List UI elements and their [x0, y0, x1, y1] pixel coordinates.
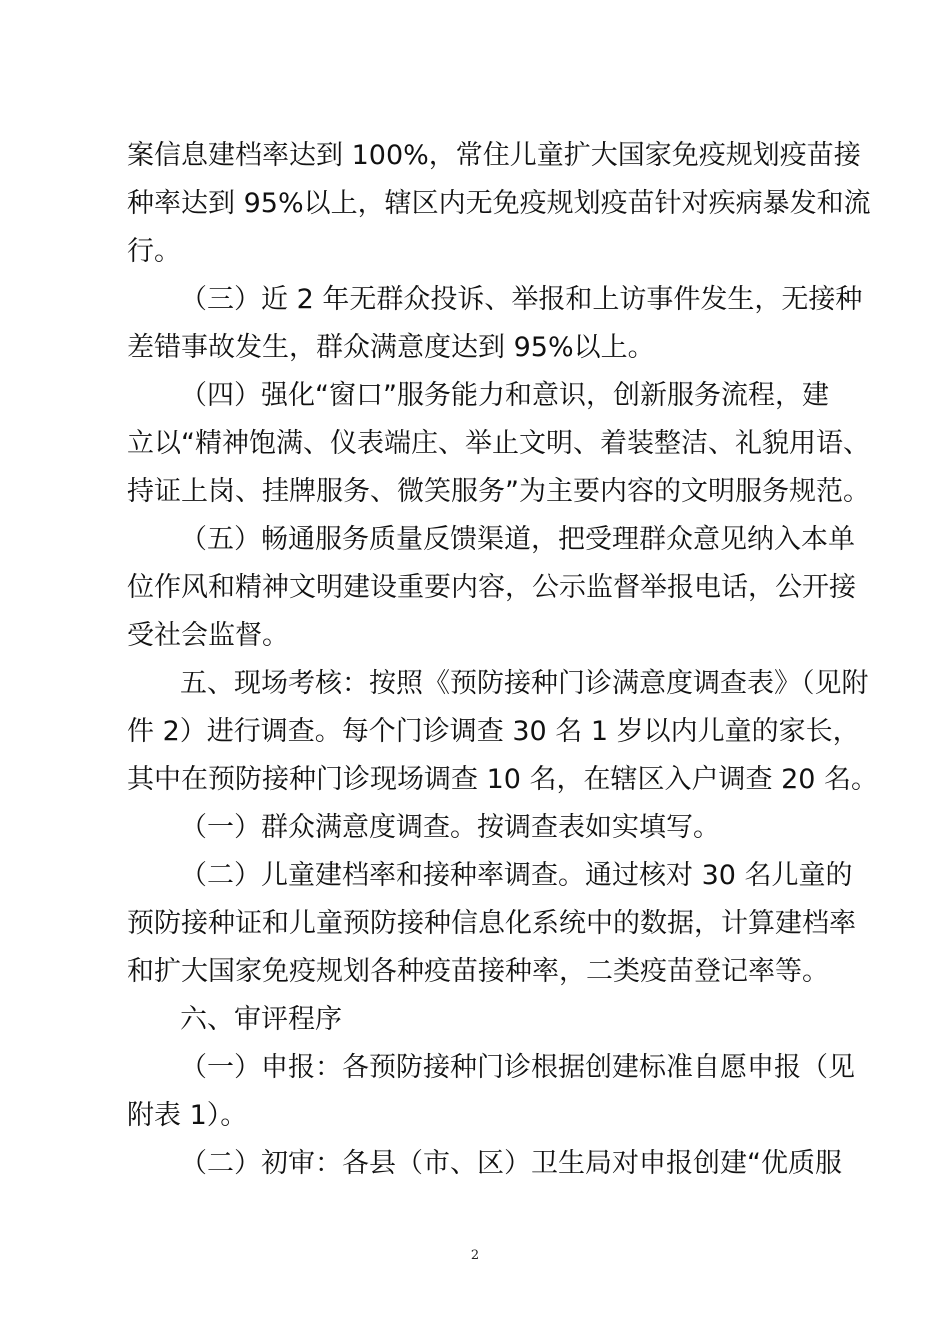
text-line-2: 种率达到 95%以上，辖区内无免疫规划疫苗针对疾病暴发和流: [127, 188, 871, 219]
text-line-13: 件 2）进行调查。每个门诊调查 30 名 1 岁以内儿童的家长，: [127, 716, 860, 747]
text-line-4: （三）近 2 年无群众投诉、举报和上访事件发生，无接种: [180, 284, 863, 315]
text-line-6: （四）强化“窗口”服务能力和意识，创新服务流程，建: [180, 380, 829, 411]
text-line-5: 差错事故发生，群众满意度达到 95%以上。: [127, 332, 655, 363]
text-line-17: 预防接种证和儿童预防接种信息化系统中的数据，计算建档率: [127, 908, 856, 939]
text-line-16: （二）儿童建档率和接种率调查。通过核对 30 名儿童的: [180, 860, 853, 891]
text-line-14: 其中在预防接种门诊现场调查 10 名，在辖区入户调查 20 名。: [127, 764, 879, 795]
text-line-15: （一）群众满意度调查。按调查表如实填写。: [180, 812, 720, 843]
text-line-7: 立以“精神饱满、仪表端庄、举止文明、着装整洁、礼貌用语、: [127, 428, 870, 459]
page-number: 2: [470, 1248, 480, 1263]
text-line-3: 行。: [127, 236, 181, 267]
text-line-22: （二）初审：各县（市、区）卫生局对申报创建“优质服: [180, 1148, 842, 1179]
text-line-21: 附表 1）。: [127, 1100, 248, 1131]
text-line-12: 五、现场考核：按照《预防接种门诊满意度调查表》（见附: [180, 668, 869, 699]
text-line-20: （一）申报：各预防接种门诊根据创建标准自愿申报（见: [180, 1052, 855, 1083]
text-line-1: 案信息建档率达到 100%，常住儿童扩大国家免疫规划疫苗接: [127, 140, 861, 171]
text-line-8: 持证上岗、挂牌服务、微笑服务”为主要内容的文明服务规范。: [127, 476, 870, 507]
text-line-11: 受社会监督。: [127, 620, 289, 651]
text-line-10: 位作风和精神文明建设重要内容，公示监督举报电话，公开接: [127, 572, 856, 603]
text-line-18: 和扩大国家免疫规划各种疫苗接种率，二类疫苗登记率等。: [127, 956, 829, 987]
text-line-9: （五）畅通服务质量反馈渠道，把受理群众意见纳入本单: [180, 524, 855, 555]
section-heading-review-procedure: 六、审评程序: [180, 1004, 342, 1035]
